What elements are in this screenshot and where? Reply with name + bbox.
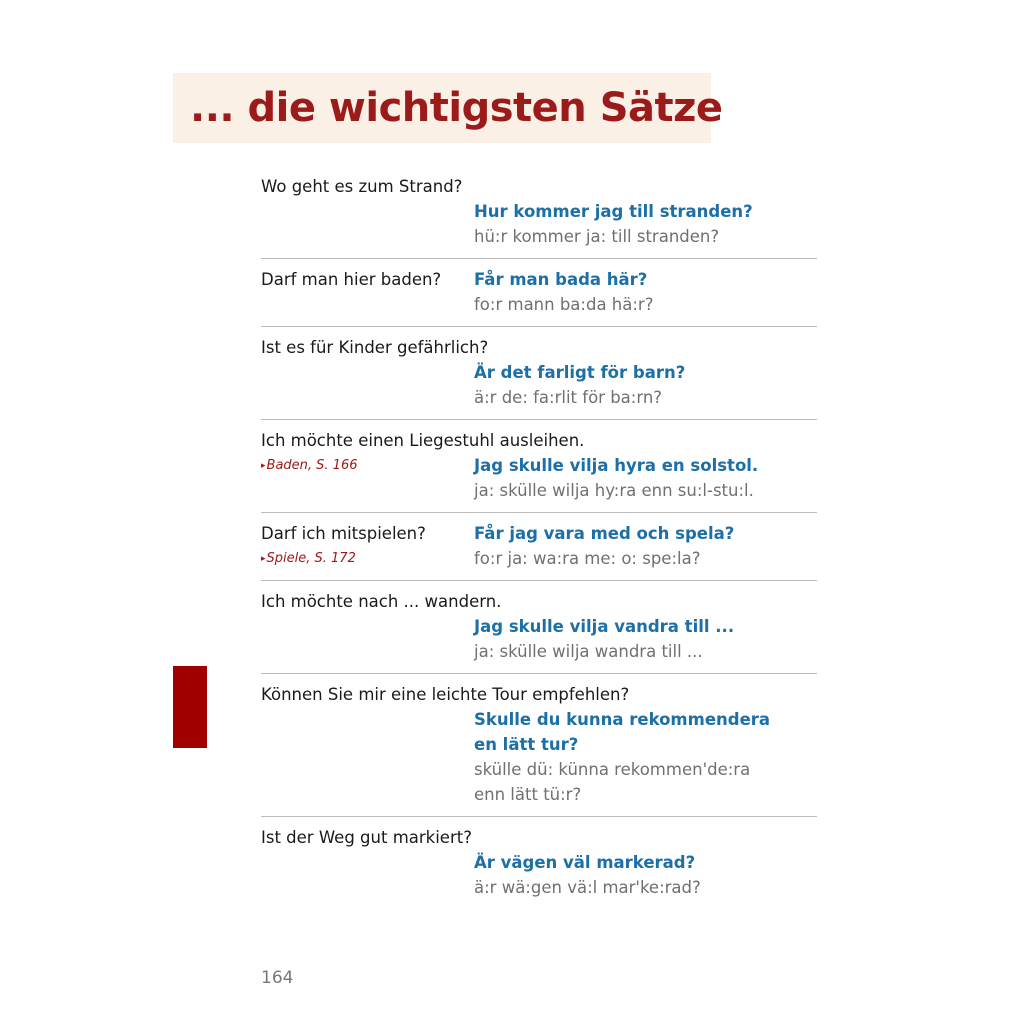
german-phrase: Darf man hier baden?	[261, 270, 442, 289]
pronunciation: ä:r wä:gen vä:l mar'ke:rad?	[474, 878, 701, 897]
pronunciation: skülle dü: künna rekommen'de:ra	[474, 760, 751, 779]
arrow-icon: ▸	[261, 554, 266, 564]
pronunciation: ä:r de: fa:rlit för ba:rn?	[474, 388, 663, 407]
swedish-phrase: Hur kommer jag till stranden?	[474, 202, 753, 221]
phrase-entry	[261, 174, 817, 259]
swedish-phrase: Är det farligt för barn?	[474, 363, 686, 382]
german-phrase: Ich möchte nach ... wandern.	[261, 592, 502, 611]
phrase-list	[261, 174, 817, 917]
pronunciation: fo:r mann ba:da hä:r?	[474, 295, 654, 314]
german-phrase: Darf ich mitspielen?	[261, 524, 426, 543]
phrase-entry	[261, 589, 817, 674]
cross-reference-link[interactable]	[261, 546, 356, 572]
arrow-icon: ▸	[261, 461, 266, 471]
chapter-tab-marker	[173, 666, 207, 748]
german-phrase: Können Sie mir eine leichte Tour empfehlen?	[261, 685, 630, 704]
swedish-phrase: Får jag vara med och spela?	[474, 524, 735, 543]
cross-reference-label: Baden, S. 166	[266, 458, 358, 473]
swedish-phrase: Får man bada här?	[474, 270, 648, 289]
pronunciation: ja: skülle wilja hy:ra enn su:l-stu:l.	[474, 481, 754, 500]
swedish-phrase: Är vägen väl markerad?	[474, 853, 696, 872]
pronunciation: ja: skülle wilja wandra till ...	[474, 642, 703, 661]
cross-reference-link[interactable]	[261, 453, 358, 479]
german-phrase: Ist der Weg gut markiert?	[261, 828, 472, 847]
phrase-entry	[261, 682, 817, 817]
pronunciation: fo:r ja: wa:ra me: o: spe:la?	[474, 549, 701, 568]
swedish-phrase: Jag skulle vilja vandra till ...	[474, 617, 735, 636]
swedish-phrase-continued: en lätt tur?	[474, 735, 579, 754]
german-phrase: Ist es für Kinder gefährlich?	[261, 338, 489, 357]
german-phrase: Ich möchte einen Liegestuhl ausleihen.	[261, 431, 585, 450]
swedish-phrase: Skulle du kunna rekommendera	[474, 710, 771, 729]
cross-reference-label: Spiele, S. 172	[266, 551, 356, 566]
phrase-entry	[261, 335, 817, 420]
german-phrase: Wo geht es zum Strand?	[261, 177, 463, 196]
phrase-entry	[261, 521, 817, 581]
page-number: 164	[261, 968, 294, 988]
swedish-phrase: Jag skulle vilja hyra en solstol.	[474, 456, 759, 475]
pronunciation: hü:r kommer ja: till stranden?	[474, 227, 720, 246]
phrase-entry	[261, 267, 817, 327]
phrase-entry	[261, 825, 817, 909]
phrase-entry	[261, 428, 817, 513]
pronunciation-continued: enn lätt tü:r?	[474, 785, 582, 804]
page-title: ... die wichtigsten Sätze	[190, 85, 723, 131]
